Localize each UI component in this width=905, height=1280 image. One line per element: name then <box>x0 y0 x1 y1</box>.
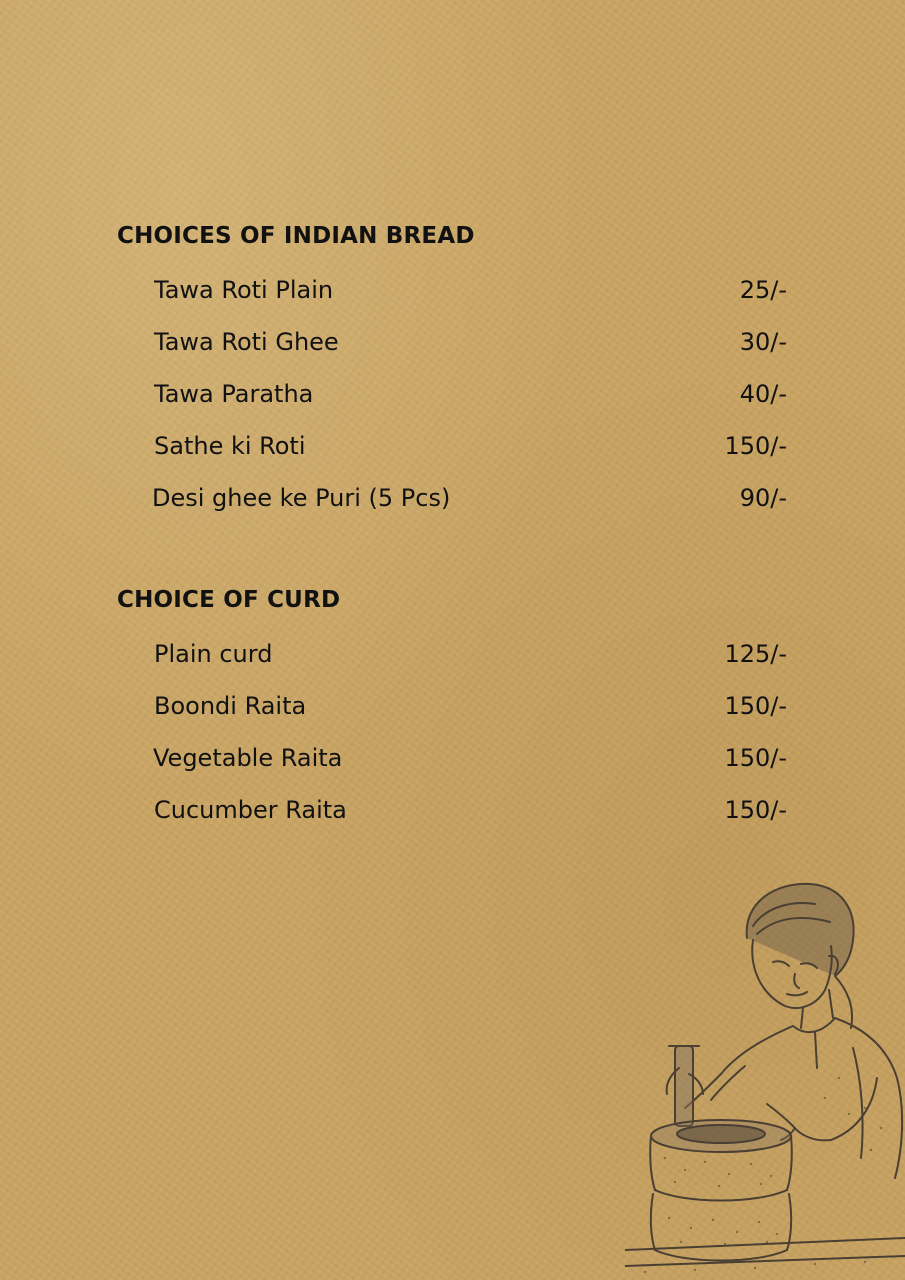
menu-item-name: Sathe ki Roti <box>154 432 306 460</box>
menu-item <box>154 639 787 669</box>
menu-item-price: 125/- <box>724 640 787 668</box>
menu-item-price: 150/- <box>724 692 787 720</box>
menu-item <box>154 691 787 721</box>
menu-item-name: Vegetable Raita <box>153 744 343 772</box>
menu-item <box>153 743 787 773</box>
menu-item <box>154 379 787 409</box>
menu-item-price: 40/- <box>739 380 787 408</box>
menu-item-name: Desi ghee ke Puri (5 Pcs) <box>152 484 451 512</box>
section-heading-curd: CHOICE OF CURD <box>117 587 341 613</box>
menu-item-name: Cucumber Raita <box>154 796 347 824</box>
section-heading-indian-bread: CHOICES OF INDIAN BREAD <box>117 223 475 249</box>
menu-item-price: 90/- <box>739 484 787 512</box>
menu-item-name: Tawa Paratha <box>154 380 314 408</box>
menu-item <box>154 275 787 305</box>
menu-item-name: Tawa Roti Plain <box>154 276 334 304</box>
menu-item-price: 150/- <box>724 796 787 824</box>
menu-item-name: Boondi Raita <box>154 692 307 720</box>
menu-item-price: 25/- <box>739 276 787 304</box>
menu-item <box>154 795 787 825</box>
woman-churning-curd-illustration <box>625 878 905 1280</box>
menu-item <box>154 327 787 357</box>
menu-item-name: Plain curd <box>154 640 273 668</box>
menu-item <box>154 431 787 461</box>
menu-item-price: 150/- <box>724 744 787 772</box>
menu-item <box>152 483 787 513</box>
menu-item-price: 150/- <box>724 432 787 460</box>
menu-item-price: 30/- <box>739 328 787 356</box>
menu-item-name: Tawa Roti Ghee <box>154 328 339 356</box>
